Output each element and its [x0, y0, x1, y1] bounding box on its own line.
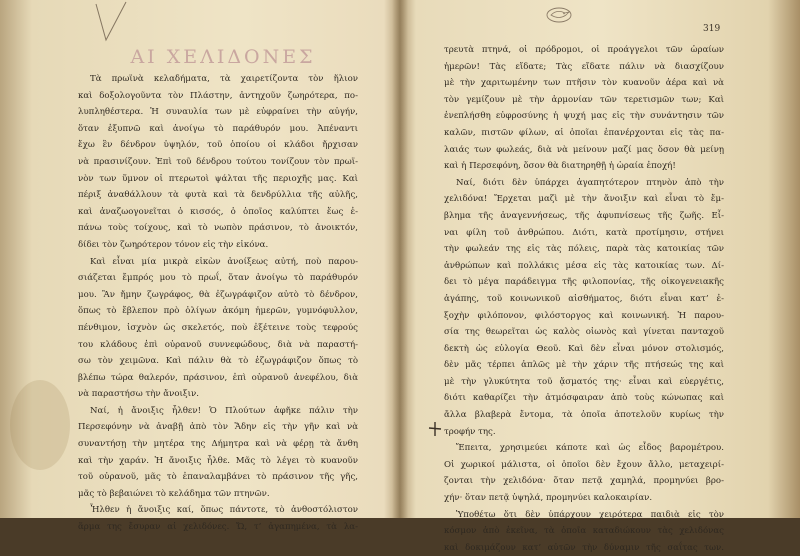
- text-line: δει τὸ μέγα παράδειγμα τῆς φιλοπονίας, τῆς οἰκογενειακῆς: [444, 277, 724, 288]
- text-line: διότι καθαρίζει τὴν ἀτμόσφαιραν ἀπὸ τοὺς κώνωπας καὶ: [444, 393, 724, 404]
- text-line: του κλάδους ἐπὶ οὐρανοῦ συννεφώδους, διὰ νὰ παραστή-: [78, 339, 358, 350]
- text-line: πέριξ ἀναθάλλουν τὰ φυτὰ καὶ τὰ δενδρύλλια τῆς αὐλῆς,: [78, 190, 358, 201]
- text-line: τοῦ οὐρανοῦ, μᾶς τὸ ἐπαναλαμβάνει τὸ πράσινον τῆς γῆς,: [78, 472, 358, 483]
- text-line: ἡμερῶν! Τὰς εἴδατε; Τὰς εἴδατε πάλιν νὰ διασχίζουν: [444, 61, 724, 72]
- text-line: σία της θεωρεῖται ὡς καλὸς οἰωνὸς καὶ γίνεται πανταχοῦ: [444, 327, 724, 338]
- text-line: ἅρμα της ἔσυραν αἱ χελιδόνες. Ὤ, τ’ ἀγαπημένα, τὰ λα-: [78, 522, 358, 533]
- page-number: 319: [703, 24, 721, 34]
- text-line: Ὑποθέτω ὅτι δὲν ὑπάρχουν χειρότερα παιδιὰ εἰς τὸν: [456, 509, 724, 520]
- text-line: Περσεφόνην νὰ ἀναβῇ ἀπὸ τὸν Ἅδην εἰς τὴν γῆν καὶ νὰ: [78, 422, 358, 433]
- text-line: λυπληθέστερα. Ἡ συναυλία των μὲ εὐφραίνει τὴν αὐγήν,: [78, 107, 358, 118]
- text-line: Ναί, ἡ ἄνοιξις ἦλθεν! Ὁ Πλούτων ἀφῆκε πάλιν τὴν: [90, 405, 358, 416]
- text-line: Τὰ πρωϊνὰ κελαδήματα, τὰ χαιρετίζοντα τὸν ἥλιον: [90, 74, 358, 84]
- bird-stamp-icon: [545, 6, 573, 24]
- text-line: νὸν των ὕμνον οἱ πτερωτοὶ ψάλται τῆς περιοχῆς μας. Καὶ: [78, 173, 358, 184]
- text-line: ξοχὴν φιλόπονον, φιλόστοργος καὶ κοινωνική. Ἡ παρου-: [444, 310, 724, 321]
- text-line: νὰ παραστήσω τὴν ἄνοιξιν.: [78, 389, 199, 400]
- right-page: [400, 0, 800, 553]
- text-line: συναντήσῃ τὴν μητέρα της Δήμητρα καὶ νὰ φέρῃ τὰ ἄνθη: [78, 439, 358, 450]
- text-line: τὸν γεμίζουν μὲ τὴν ἁρμονίαν τῶν τερετισμῶν των; Καὶ: [444, 94, 724, 105]
- text-line: μὲ τὴν χαριτωμένην των πτῆσιν τὸν κυανοῦν ἀέρα καὶ νὰ: [444, 78, 724, 89]
- text-line: καὶ ἀναζωογονεῖται ὁ κισσός, ὁ ὁποῖος καλύπτει ἕως ἐ-: [78, 206, 358, 217]
- text-line: ναι φίλη τοῦ ἀνθρώπου. Διότι, κατὰ προτίμησιν, στήνει: [444, 227, 724, 238]
- right-body-text: [444, 42, 724, 556]
- text-line: Ναί, διότι δὲν ὑπάρχει ἀγαπητότερον πτηνὸν ἀπὸ τὴν: [456, 177, 724, 188]
- text-line: καὶ δοξολογοῦντα τὸν Πλάστην, ἀντηχοῦν ζωηρότερα, πο-: [78, 90, 358, 101]
- text-line: σιάζεται ἔμπρός μου τὸ πρωΐ, ὅταν ἀνοίγω τὸ παράθυρόν: [78, 273, 358, 284]
- text-line: χελιδόνα! Ἔρχεται μαζὶ μὲ τὴν ἄνοιξιν καὶ εἶναι τὸ ἔμ-: [444, 194, 724, 205]
- text-line: κόσμον ἀπὸ ἐκεῖνα, τὰ ὁποῖα καταδιώκουν τὰς χελιδόνας: [444, 526, 724, 537]
- text-line: βλέπω τώρα θαλερόν, πράσινον, ἐπὶ οὐρανοῦ ἀνεφέλου, διὰ: [78, 372, 358, 383]
- text-line: ἄλλα βλαβερὰ ἔντομα, τὰ ὁποῖα ἀποτελοῦν κυρίως τὴν: [444, 410, 724, 421]
- text-line: τὴν φωλεάν της εἰς τὰς πόλεις, παρὰ τὰς κατοικίας τῶν: [444, 244, 724, 255]
- paper-stain: [10, 380, 70, 470]
- text-line: καλῶν, πιστῶν φίλων, αἱ ὁποῖαι ἐπανέρχονται εἰς τὰς πα-: [444, 127, 724, 138]
- text-line: τροφήν της.: [444, 426, 496, 437]
- text-line: καὶ δοκιμάζουν κατ’ αὐτῶν τὴν δύναμιν τῆς σαΐτας των.: [444, 542, 724, 553]
- text-line: μὲ τὴν γλυκύτητα τοῦ ᾄσματός της· εἶναι καὶ εὐεργέτις,: [444, 376, 724, 387]
- text-line: ἀγάπης, τοῦ κοινωνικοῦ αἰσθήματος, διότι εἶναι κατ’ ἐ-: [444, 293, 724, 304]
- text-line: πάνω τοὺς τοίχους, καὶ τὸ νωπὸν πράσινον, τὸ ἀνοικτόν,: [78, 223, 358, 234]
- text-line: δεκτὴ ὡς εὐλογία Θεοῦ. Καὶ δὲν εἶναι μόνον στολισμός,: [444, 343, 724, 354]
- left-page: [0, 0, 400, 533]
- pencil-plus-icon: [428, 421, 442, 437]
- text-line: δίδει τὸν ζωηρότερον τόνον εἰς τὴν εἰκόνα.: [78, 239, 269, 250]
- text-line: καὶ ἡ Περσεφόνη, ὅσον θὰ διατηρηθῇ ἡ ὡραία ἐποχή!: [444, 161, 676, 172]
- text-line: μου. Ἂν ἤμην ζωγράφος, θὰ ἐζωγράφιζον αὐτὸ τὸ δένδρον,: [78, 289, 358, 300]
- text-line: ἀνθρώπων καὶ πολλάκις μέσα εἰς τὰς κατοικίας των. Δί-: [444, 260, 724, 271]
- text-line: Οἱ χωρικοί μάλιστα, οἱ ὁποῖοι δὲν ἔχουν ἄλλο, μεταχειρί-: [444, 459, 724, 470]
- text-line: λαιάς των φωλεάς, διὰ νὰ μείνουν μαζί μας ὅσον θὰ μείνῃ: [444, 144, 724, 155]
- text-line: βλημα τῆς ἀναγεννήσεως, τῆς ἀφυπνίσεως τῆς ζωῆς. Εἶ-: [444, 210, 724, 221]
- text-line: ἐνεπλήσθη εὐφροσύνης ἡ ψυχή μας εἰς τὴν συνάντησιν τῶν: [444, 111, 724, 122]
- left-body-text: [78, 71, 358, 536]
- text-line: χήν· ὅταν πετᾷ ὑψηλά, προμηνύει καλοκαιρίαν.: [444, 493, 653, 504]
- text-line: σω τὸν χειμῶνα. Καὶ πάλιν θὰ τὸ ἐζωγράφιζον ὅπως τὸ: [78, 356, 358, 367]
- text-line: νὰ πρασινίζουν. Ἐπὶ τοῦ δένδρου τούτου τονίζουν τὸν πρωϊ-: [78, 156, 358, 167]
- chapter-title: ΑΙ ΧΕΛΙΔΟΝΕΣ: [130, 46, 316, 68]
- text-line: μᾶς τὸ βεβαιώνει τὸ κελάδημα τῶν πτηνῶν.: [78, 488, 270, 499]
- text-line: Ἔπειτα, χρησιμεύει κάποτε καὶ ὡς εἶδος βαρομέτρου.: [456, 443, 724, 454]
- text-line: δὲν μᾶς τέρπει ἁπλῶς μὲ τὴν χάριν τῆς πτήσεώς της καὶ: [444, 360, 724, 371]
- pencil-mark-icon: [92, 0, 132, 44]
- text-line: ὅταν ἐξυπνῶ καὶ ἀνοίγω τὸ παράθυρόν μου. Ἀπέναντι: [78, 123, 358, 134]
- text-line: Ἦλθεν ἡ ἄνοιξις καί, ὅπως πάντοτε, τὸ ἀνθοστόλιστον: [90, 505, 358, 516]
- text-line: πένθιμον, ἰσχνὸν ὡς σκελετός, ποὺ ἐξέτεινε τοὺς τεφρούς: [78, 322, 358, 333]
- text-line: ἔχω ἓν δένδρον ὑψηλόν, τοῦ ὁποίου οἱ κλάδοι ἤρχισαν: [78, 140, 358, 151]
- text-line: τρευτὰ πτηνά, οἱ πρόδρομοι, οἱ προάγγελοι τῶν ὡραίων: [444, 45, 724, 55]
- text-line: Καὶ εἶναι μία μικρὰ εἰκὼν ἀνοίξεως αὐτή, ποὺ παρου-: [90, 256, 358, 267]
- text-line: ὅπως τὸ ἔβλεπον πρὸ ὀλίγων ἀκόμη ἡμερῶν, γυμνόφυλλον,: [78, 306, 358, 317]
- text-line: καὶ τὴν χαράν. Ἡ ἄνοιξις ἦλθε. Μᾶς τὸ λέγει τὸ κυανοῦν: [78, 455, 358, 466]
- text-line: ζονται τὴν χελιδόνα· ὅταν πετᾷ χαμηλά, προμηνύει βρο-: [444, 476, 724, 487]
